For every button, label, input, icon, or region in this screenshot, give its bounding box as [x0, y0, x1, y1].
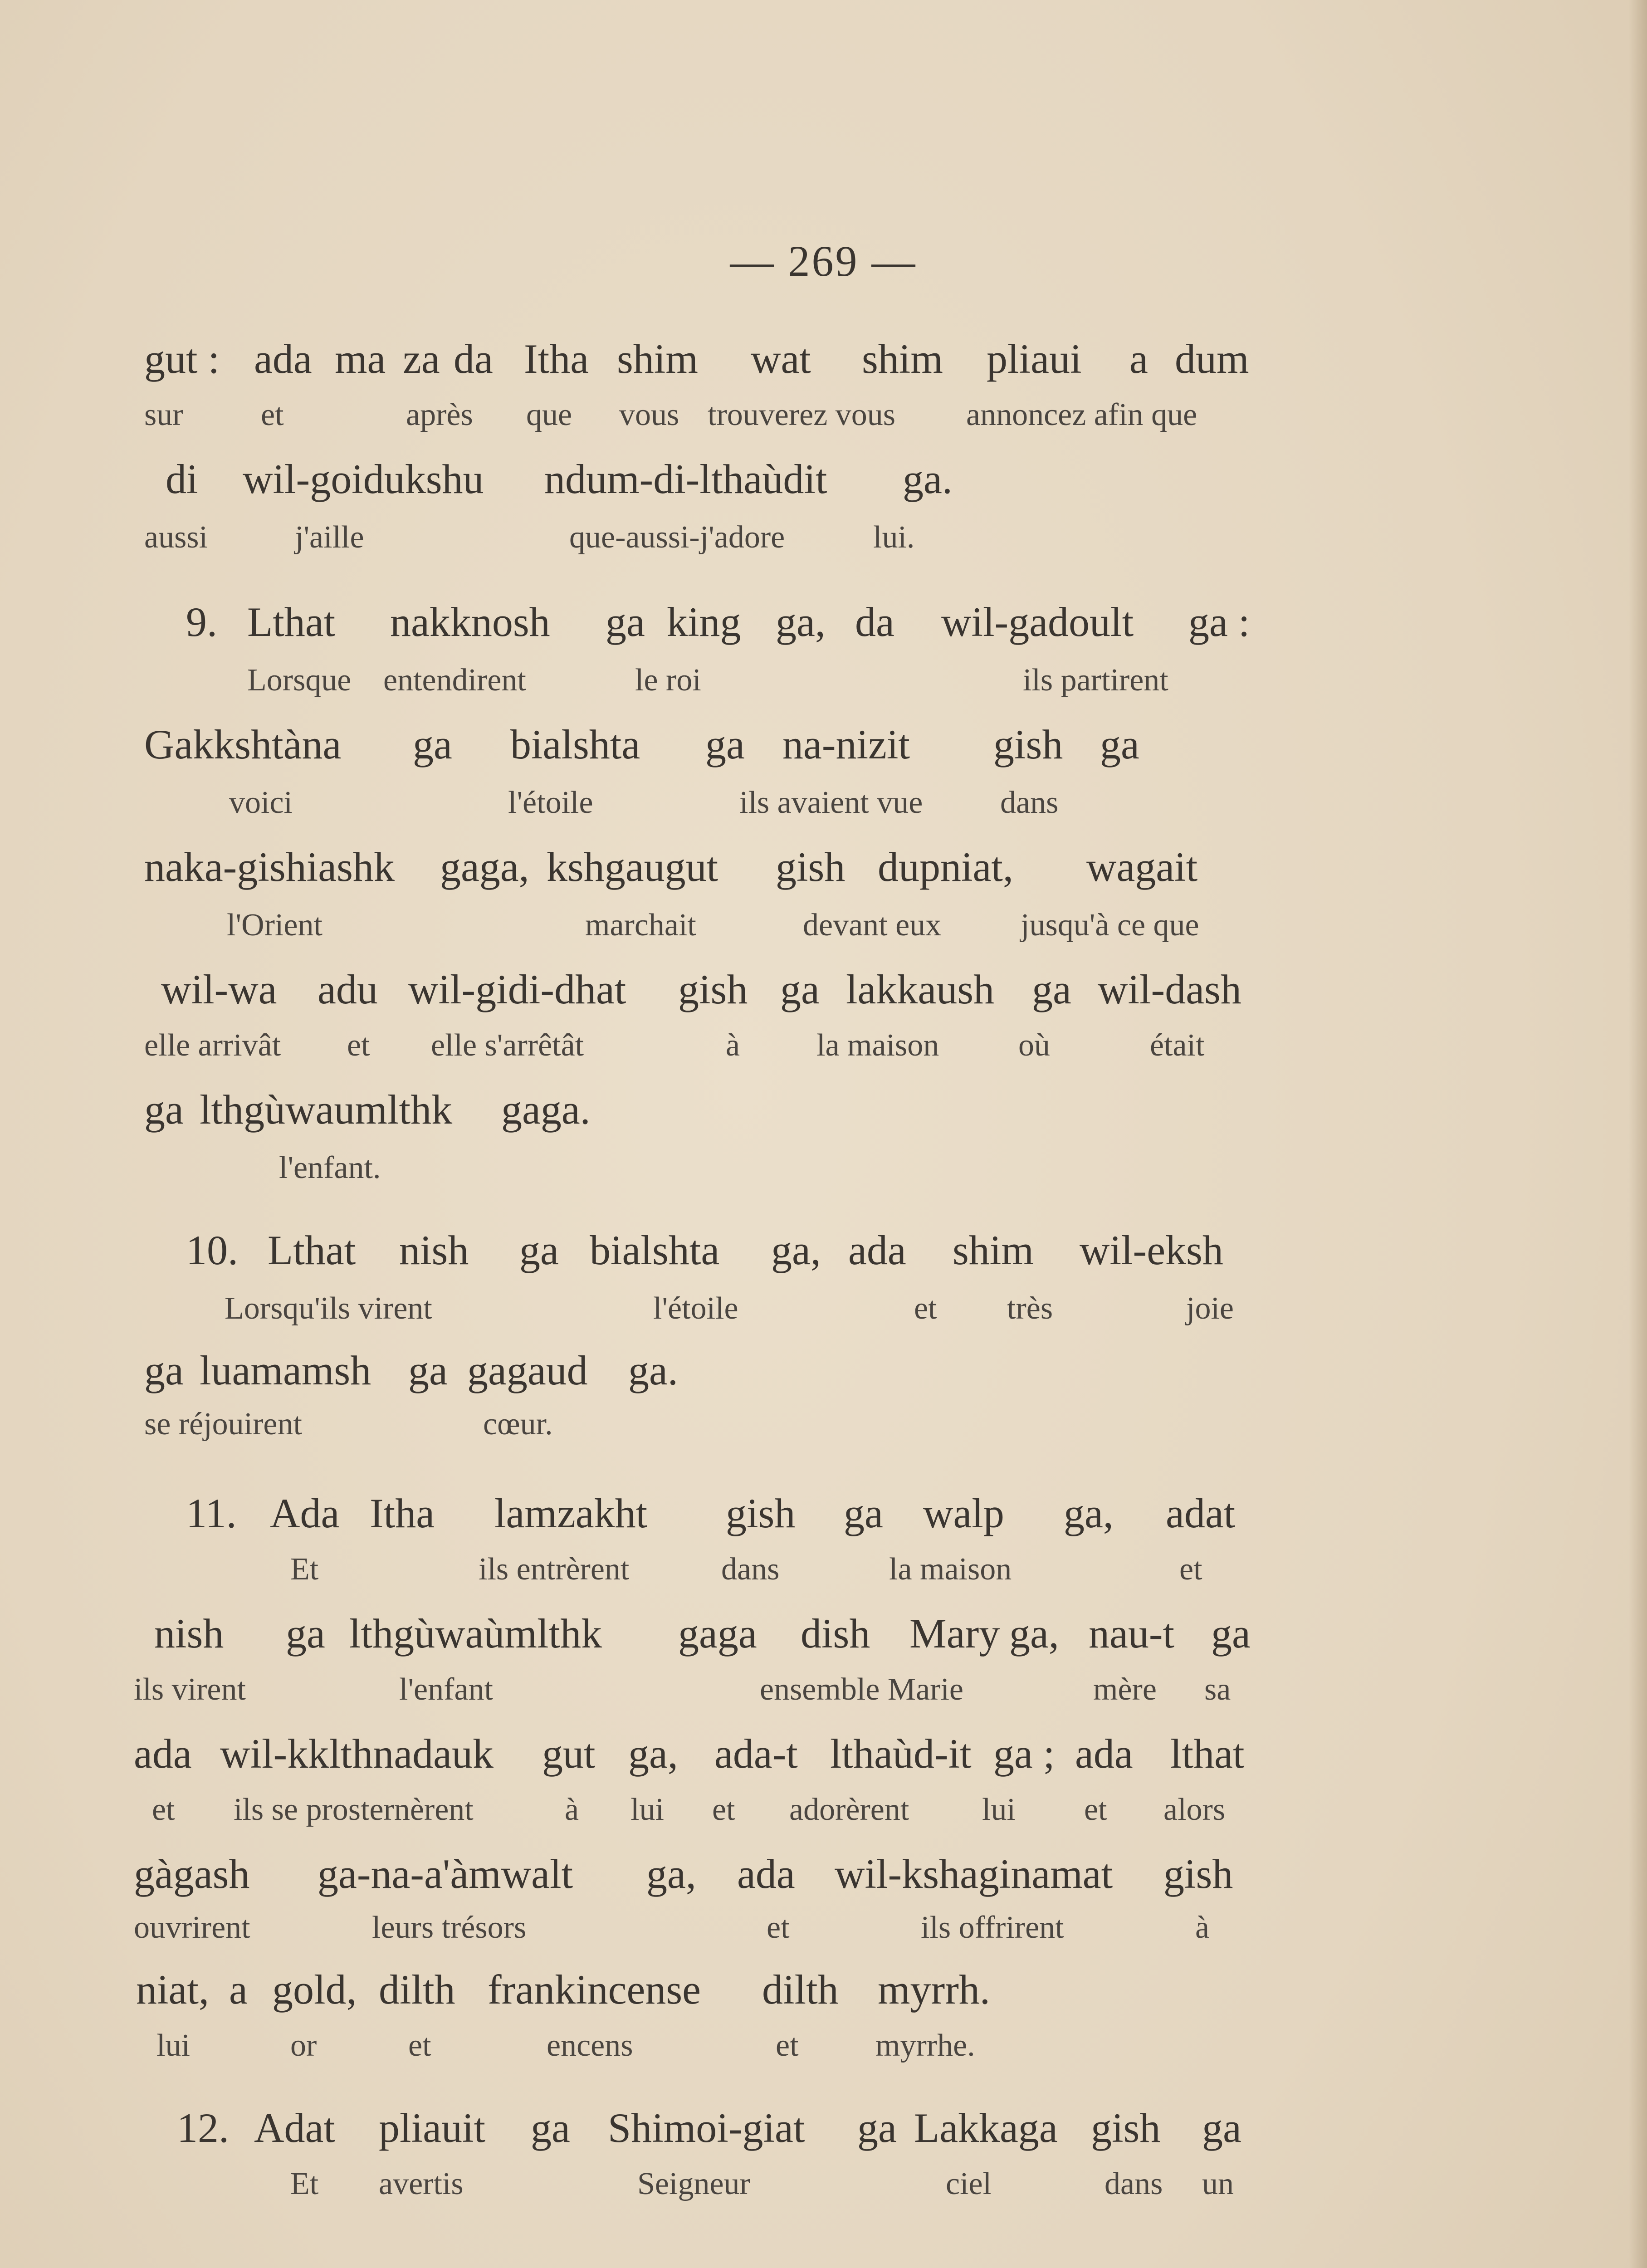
tsimshian-word: gut :	[144, 336, 220, 382]
tsimshian-word: ga.	[628, 1347, 678, 1393]
tsimshian-word: za	[403, 336, 440, 382]
tsimshian-word: ada	[134, 1730, 192, 1777]
tsimshian-word: Shimoi-giat	[608, 2105, 805, 2151]
french-gloss-word: l'étoile	[508, 785, 593, 820]
tsimshian-word: pliauit	[379, 2105, 486, 2151]
french-gloss-word: j'aille	[295, 520, 364, 555]
french-gloss-word: elle arrivât	[144, 1028, 281, 1063]
tsimshian-word: gut	[542, 1730, 596, 1777]
french-gloss-word: Et	[290, 1552, 319, 1587]
tsimshian-word: luamamsh	[200, 1347, 371, 1393]
tsimshian-word: lamzakht	[494, 1490, 648, 1536]
french-gloss-word: or	[290, 2028, 317, 2063]
french-gloss-word: lui	[630, 1792, 664, 1827]
tsimshian-word: a	[229, 1966, 248, 2013]
french-gloss-word: annoncez afin que	[966, 397, 1197, 432]
french-gloss-word: alors	[1163, 1792, 1226, 1827]
tsimshian-word: lthgùwaùmlthk	[349, 1610, 602, 1657]
french-gloss-word: et	[261, 397, 284, 432]
tsimshian-word: Gakkshtàna	[144, 721, 342, 767]
tsimshian-word: adat	[1166, 1490, 1236, 1536]
tsimshian-word: ga	[705, 721, 745, 767]
tsimshian-word: da	[454, 336, 493, 382]
french-gloss-word: et	[1179, 1552, 1202, 1587]
tsimshian-word: frankincense	[488, 1966, 701, 2013]
tsimshian-word: pliaui	[987, 336, 1082, 382]
french-gloss-word: adorèrent	[789, 1792, 909, 1827]
french-gloss-word: et	[767, 1910, 790, 1945]
french-gloss-word: était	[1150, 1028, 1205, 1063]
tsimshian-word: ga-na-a'àmwalt	[318, 1851, 573, 1897]
french-gloss-word: l'étoile	[653, 1291, 738, 1326]
tsimshian-word: wagait	[1086, 844, 1198, 890]
french-gloss-word: très	[1007, 1291, 1053, 1326]
tsimshian-word: Lthat	[268, 1227, 356, 1273]
tsimshian-word: ndum-di-lthaùdit	[544, 456, 827, 502]
tsimshian-word: lakkaush	[846, 966, 995, 1012]
tsimshian-word: bialshta	[510, 721, 640, 767]
tsimshian-word: gàgash	[134, 1851, 250, 1897]
tsimshian-word: da	[855, 599, 894, 645]
tsimshian-word: ga	[144, 1086, 184, 1133]
french-gloss-word: Seigneur	[637, 2166, 750, 2201]
tsimshian-word: ga	[413, 721, 452, 767]
tsimshian-word: wat	[751, 336, 811, 382]
tsimshian-word: dilth	[762, 1966, 839, 2013]
tsimshian-word: gish	[726, 1490, 796, 1536]
tsimshian-word: ga,	[646, 1851, 696, 1897]
tsimshian-word: ga	[1202, 2105, 1241, 2151]
tsimshian-word: dupniat,	[878, 844, 1013, 890]
tsimshian-word: naka-gishiashk	[144, 844, 395, 890]
tsimshian-word: Lthat	[247, 599, 336, 645]
tsimshian-word: Mary	[909, 1610, 1000, 1657]
tsimshian-word: walp	[923, 1490, 1004, 1536]
french-gloss-word: ils partirent	[1023, 663, 1168, 698]
french-gloss-word: ils virent	[134, 1672, 246, 1707]
tsimshian-word: ga :	[1188, 599, 1250, 645]
french-gloss-word: Lorsqu'ils virent	[225, 1291, 432, 1326]
tsimshian-word: ga,	[628, 1730, 678, 1777]
french-gloss-word: la maison	[816, 1028, 939, 1063]
tsimshian-word: ma	[335, 336, 386, 382]
french-gloss-word: joie	[1186, 1291, 1234, 1326]
page-edge-shadow	[1629, 0, 1647, 2268]
french-gloss-word: et	[152, 1792, 175, 1827]
tsimshian-word: wil-wa	[161, 966, 277, 1012]
french-gloss-word: dans	[721, 1552, 780, 1587]
tsimshian-word: ada	[848, 1227, 906, 1273]
tsimshian-word: myrrh.	[878, 1966, 990, 2013]
tsimshian-word: gish	[776, 844, 845, 890]
french-gloss-word: à	[565, 1792, 579, 1827]
tsimshian-word: gish	[1163, 1851, 1233, 1897]
tsimshian-word: shim	[953, 1227, 1034, 1273]
tsimshian-word: Itha	[370, 1490, 435, 1536]
french-gloss-word: dans	[1105, 2166, 1163, 2201]
tsimshian-word: gaga	[678, 1610, 757, 1657]
tsimshian-word: wil-gadoult	[941, 599, 1134, 645]
tsimshian-word: niat,	[136, 1966, 209, 2013]
tsimshian-word: lthat	[1170, 1730, 1245, 1777]
tsimshian-word: ga	[1100, 721, 1139, 767]
french-gloss-word: vous	[619, 397, 679, 432]
tsimshian-word: nau-t	[1089, 1610, 1175, 1657]
french-gloss-word: et	[712, 1792, 735, 1827]
tsimshian-word: ada	[254, 336, 312, 382]
french-gloss-word: voici	[229, 785, 293, 820]
tsimshian-word: ga	[780, 966, 820, 1012]
tsimshian-word: ga	[857, 2105, 897, 2151]
tsimshian-word: gaga.	[501, 1086, 591, 1133]
tsimshian-word: kshgaugut	[547, 844, 718, 890]
french-gloss-word: et	[914, 1291, 937, 1326]
tsimshian-word: 10.	[186, 1227, 238, 1273]
french-gloss-word: devant eux	[803, 908, 942, 943]
french-gloss-word: lui	[156, 2028, 190, 2063]
french-gloss-word: Et	[290, 2166, 319, 2201]
french-gloss-word: ils entrèrent	[479, 1552, 630, 1587]
french-gloss-word: mère	[1093, 1672, 1157, 1707]
tsimshian-word: nish	[154, 1610, 224, 1657]
tsimshian-word: adu	[318, 966, 378, 1012]
tsimshian-word: 12.	[177, 2105, 229, 2151]
french-gloss-word: et	[1084, 1792, 1107, 1827]
tsimshian-word: 9.	[186, 599, 217, 645]
tsimshian-word: ga,	[776, 599, 826, 645]
french-gloss-word: leurs trésors	[372, 1910, 527, 1945]
french-gloss-word: à	[1195, 1910, 1210, 1945]
french-gloss-word: marchait	[585, 908, 696, 943]
french-gloss-word: myrrhe.	[875, 2028, 975, 2063]
french-gloss-word: ensemble Marie	[760, 1672, 963, 1707]
french-gloss-word: après	[406, 397, 473, 432]
tsimshian-word: na-nizit	[782, 721, 910, 767]
tsimshian-word: gish	[993, 721, 1063, 767]
tsimshian-word: ga	[844, 1490, 883, 1536]
french-gloss-word: et	[776, 2028, 799, 2063]
tsimshian-word: Itha	[524, 336, 589, 382]
tsimshian-word: Lakkaga	[914, 2105, 1058, 2151]
french-gloss-word: à	[726, 1028, 740, 1063]
french-gloss-word: ciel	[946, 2166, 992, 2201]
tsimshian-word: ga	[519, 1227, 559, 1273]
french-gloss-word: se réjouirent	[144, 1407, 302, 1442]
french-gloss-word: lui	[982, 1792, 1016, 1827]
tsimshian-word: wil-gidi-dhat	[408, 966, 626, 1012]
tsimshian-word: lthgùwaumlthk	[200, 1086, 453, 1133]
tsimshian-word: ga,	[1009, 1610, 1059, 1657]
tsimshian-word: gagaud	[467, 1347, 588, 1393]
french-gloss-word: avertis	[379, 2166, 464, 2201]
french-gloss-word: trouverez vous	[708, 397, 896, 432]
tsimshian-word: ada	[737, 1851, 795, 1897]
french-gloss-word: l'Orient	[227, 908, 323, 943]
tsimshian-word: a	[1129, 336, 1148, 382]
french-gloss-word: que-aussi-j'adore	[569, 520, 785, 555]
tsimshian-word: ga	[144, 1347, 184, 1393]
tsimshian-word: ga	[408, 1347, 448, 1393]
tsimshian-word: wil-eksh	[1080, 1227, 1223, 1273]
french-gloss-word: un	[1202, 2166, 1234, 2201]
french-gloss-word: sa	[1204, 1672, 1231, 1707]
tsimshian-word: king	[667, 599, 741, 645]
french-gloss-word: l'enfant	[399, 1672, 493, 1707]
tsimshian-word: Ada	[270, 1490, 340, 1536]
french-gloss-word: entendirent	[383, 663, 526, 698]
tsimshian-word: gish	[1091, 2105, 1161, 2151]
french-gloss-word: ils avaient vue	[739, 785, 923, 820]
french-gloss-word: elle s'arrêtât	[431, 1028, 584, 1063]
french-gloss-word: l'enfant.	[279, 1150, 381, 1185]
tsimshian-word: ga.	[903, 456, 953, 502]
french-gloss-word: sur	[144, 397, 183, 432]
french-gloss-word: jusqu'à ce que	[1021, 908, 1199, 943]
french-gloss-word: la maison	[889, 1552, 1012, 1587]
page-number: — 269 —	[730, 237, 917, 285]
french-gloss-word: cœur.	[483, 1407, 553, 1442]
french-gloss-word: où	[1018, 1028, 1050, 1063]
tsimshian-word: shim	[862, 336, 943, 382]
tsimshian-word: ga	[1211, 1610, 1251, 1657]
tsimshian-word: ada-t	[714, 1730, 798, 1777]
tsimshian-word: gold,	[272, 1966, 357, 2013]
french-gloss-word: ouvrirent	[134, 1910, 250, 1945]
french-gloss-word: le roi	[635, 663, 701, 698]
tsimshian-word: ga,	[1064, 1490, 1114, 1536]
tsimshian-word: dish	[801, 1610, 870, 1657]
french-gloss-word: dans	[1000, 785, 1059, 820]
tsimshian-word: nakknosh	[390, 599, 550, 645]
tsimshian-word: bialshta	[590, 1227, 720, 1273]
tsimshian-word: lthaùd-it	[830, 1730, 972, 1777]
tsimshian-word: wil-kshaginamat	[835, 1851, 1113, 1897]
tsimshian-word: wil-dash	[1098, 966, 1241, 1012]
tsimshian-word: ga	[531, 2105, 570, 2151]
french-gloss-word: et	[347, 1028, 370, 1063]
tsimshian-word: dilth	[379, 1966, 455, 2013]
tsimshian-word: ga	[286, 1610, 325, 1657]
tsimshian-word: ada	[1075, 1730, 1133, 1777]
tsimshian-word: 11.	[186, 1490, 237, 1536]
french-gloss-word: encens	[547, 2028, 633, 2063]
french-gloss-word: lui.	[873, 520, 915, 555]
tsimshian-word: shim	[617, 336, 698, 382]
tsimshian-word: wil-kklthnadauk	[220, 1730, 494, 1777]
tsimshian-word: di	[166, 456, 198, 502]
french-gloss-word: Lorsque	[247, 663, 352, 698]
tsimshian-word: ga ;	[993, 1730, 1055, 1777]
french-gloss-word: ils se prosternèrent	[234, 1792, 474, 1827]
tsimshian-word: ga	[1032, 966, 1071, 1012]
tsimshian-word: wil-goidukshu	[243, 456, 484, 502]
tsimshian-word: gaga,	[440, 844, 529, 890]
french-gloss-word: aussi	[144, 520, 208, 555]
french-gloss-word: et	[408, 2028, 431, 2063]
tsimshian-word: Adat	[254, 2105, 335, 2151]
french-gloss-word: que	[526, 397, 572, 432]
tsimshian-word: ga	[606, 599, 645, 645]
tsimshian-word: dum	[1175, 336, 1249, 382]
tsimshian-word: ga,	[771, 1227, 821, 1273]
tsimshian-word: nish	[399, 1227, 469, 1273]
tsimshian-word: gish	[678, 966, 748, 1012]
french-gloss-word: ils offrirent	[921, 1910, 1064, 1945]
